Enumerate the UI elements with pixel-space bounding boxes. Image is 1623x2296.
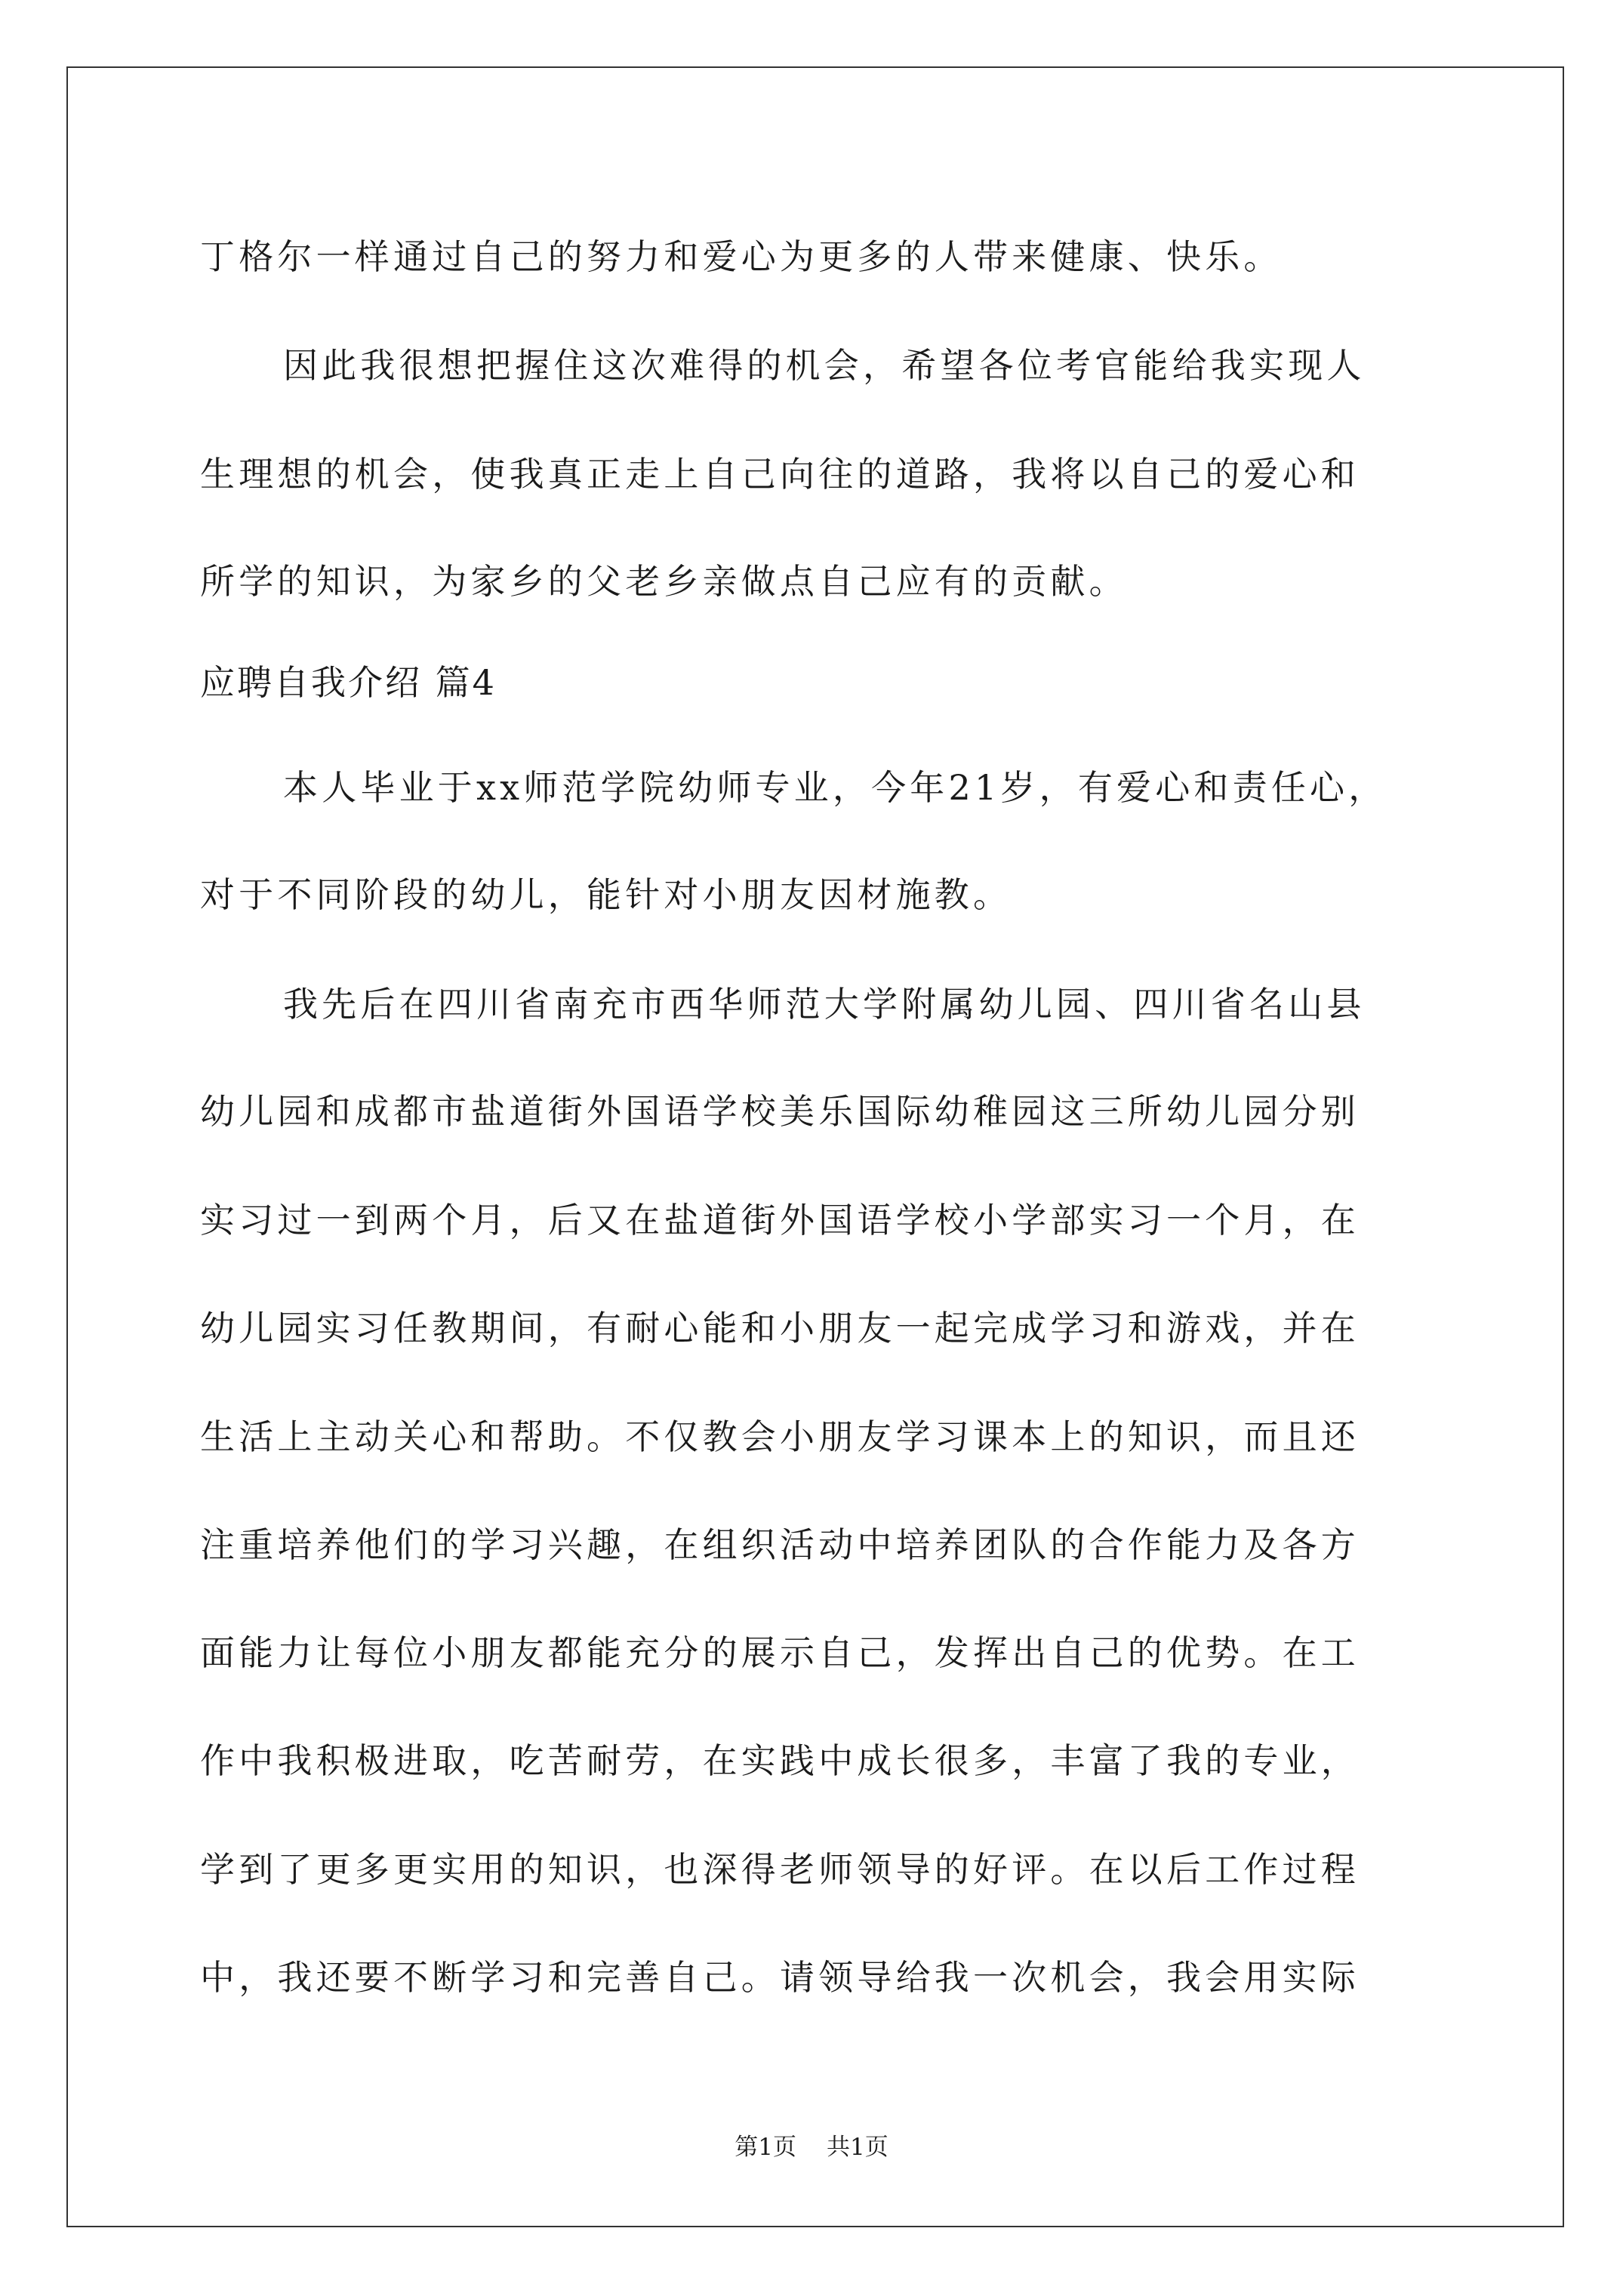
paragraph-start-line: 本人毕业于xx师范学院幼师专业，今年21岁，有爱心和责任心， <box>283 767 1387 808</box>
text-line: 对于不同阶段的幼儿，能针对小朋友因材施教。 <box>200 874 1012 915</box>
text-line: 幼儿园和成都市盐道街外国语学校美乐国际幼稚园这三所幼儿园分别 <box>200 1091 1360 1132</box>
text-line: 面能力让每位小朋友都能充分的展示自己，发挥出自己的优势。在工 <box>200 1632 1360 1673</box>
text-line: 中，我还要不断学习和完善自己。请领导给我一次机会，我会用实际 <box>200 1957 1360 1998</box>
paragraph-start-line: 因此我很想把握住这次难得的机会，希望各位考官能给我实现人 <box>283 345 1366 386</box>
page-total: 共1页 <box>827 2134 888 2161</box>
text-line: 所学的知识，为家乡的父老乡亲做点自己应有的贡献。 <box>200 561 1128 602</box>
text-line: 幼儿园实习任教期间，有耐心能和小朋友一起完成学习和游戏，并在 <box>200 1308 1360 1348</box>
text-line: 注重培养他们的学习兴趣，在组织活动中培养团队的合作能力及各方 <box>200 1524 1360 1565</box>
text-line: 生活上主动关心和帮助。不仅教会小朋友学习课本上的知识，而且还 <box>200 1416 1360 1457</box>
section-heading: 应聘自我介绍 篇4 <box>200 662 497 703</box>
page-number: 第1页 <box>735 2134 796 2161</box>
text-line: 实习过一到两个月，后又在盐道街外国语学校小学部实习一个月，在 <box>200 1200 1360 1240</box>
text-line: 学到了更多更实用的知识，也深得老师领导的好评。在以后工作过程 <box>200 1849 1360 1890</box>
text-line: 作中我积极进取，吃苦耐劳，在实践中成长很多，丰富了我的专业， <box>200 1740 1360 1781</box>
text-line: 丁格尔一样通过自己的努力和爱心为更多的人带来健康、快乐。 <box>200 236 1283 277</box>
paragraph-start-line: 我先后在四川省南充市西华师范大学附属幼儿园、四川省名山县 <box>283 984 1366 1025</box>
page-footer <box>0 2132 1623 2162</box>
page-border <box>66 66 1564 2227</box>
text-line: 生理想的机会，使我真正走上自己向往的道路，我将以自己的爱心和 <box>200 454 1360 495</box>
